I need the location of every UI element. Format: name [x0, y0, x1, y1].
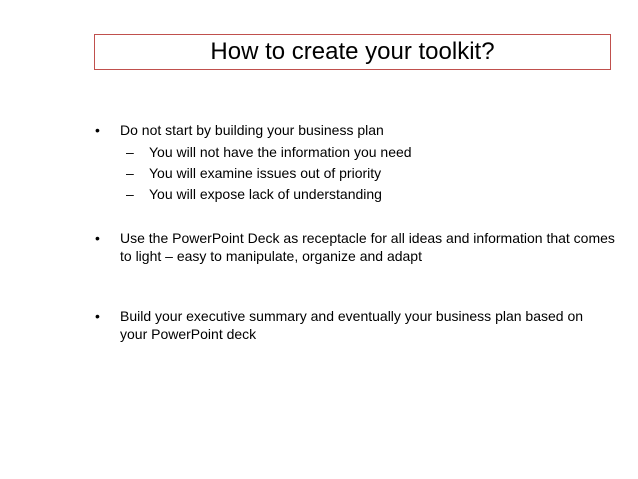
bullet-1-sub-2-text: You will examine issues out of priority [149, 165, 382, 181]
sub-bullet-marker: – [126, 165, 134, 181]
bullet-marker: • [95, 122, 100, 138]
sub-bullet-marker: – [126, 144, 134, 160]
bullet-marker: • [95, 230, 100, 246]
bullet-2-text: Use the PowerPoint Deck as receptacle for all ideas and information that comes to light – easy to manipulate, organize and adapt [120, 230, 615, 264]
bullet-1-text: Do not start by building your business plan [120, 122, 384, 138]
bullet-marker: • [95, 308, 100, 324]
slide-title: How to create your toolkit? [210, 38, 495, 65]
sub-bullet-marker: – [126, 186, 134, 202]
bullet-3-text: Build your executive summary and eventually your business plan based on your PowerPoint deck [120, 308, 584, 342]
bullet-1-sub-1-text: You will not have the information you need [149, 144, 412, 160]
bullet-1-sub-3-text: You will expose lack of understanding [149, 186, 382, 202]
